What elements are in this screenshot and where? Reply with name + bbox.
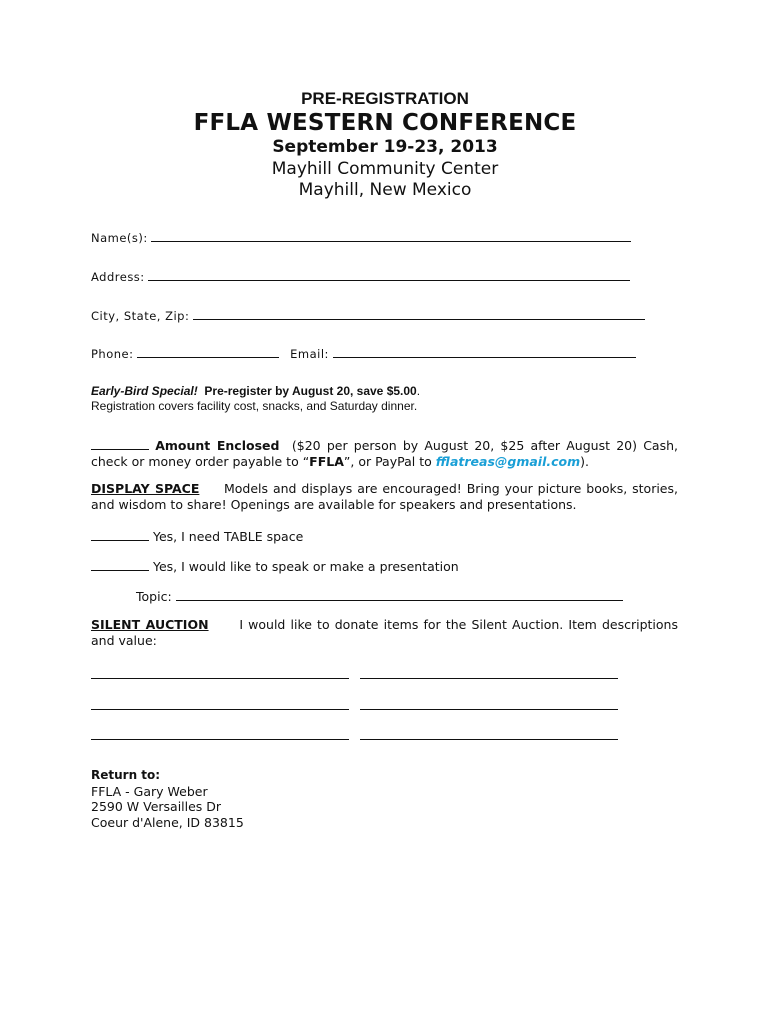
return-name: FFLA - Gary Weber <box>91 783 208 799</box>
email-blank[interactable] <box>333 345 636 358</box>
auction-item-3-value[interactable] <box>360 727 618 740</box>
conference-venue: Mayhill Community Center <box>271 159 499 179</box>
return-heading: Return to: <box>91 768 161 782</box>
amount-enclosed-section <box>91 436 678 470</box>
auction-item-1-description[interactable] <box>91 666 349 679</box>
email-label: Email: <box>290 347 329 361</box>
early-bird-period: . <box>416 384 421 398</box>
display-space-section <box>91 481 678 513</box>
speak-label: Yes, I would like to speak or make a presentation <box>152 559 459 574</box>
phone-email-row <box>91 345 636 361</box>
phone-blank[interactable] <box>137 345 279 358</box>
paypal-email-link[interactable]: fflatreas@gmail.com <box>435 454 581 469</box>
display-space-label: DISPLAY SPACE <box>91 481 200 496</box>
display-space-text: Models and displays are encouraged! Bring your picture books, stories, and wisdom to share! Openings are available for speakers and presentations. <box>91 481 678 512</box>
registration-covers: Registration covers facility cost, snacks, and Saturday dinner. <box>91 399 418 413</box>
payee-name: FFLA <box>309 454 344 469</box>
table-space-blank[interactable] <box>91 527 149 541</box>
conference-title: FFLA WESTERN CONFERENCE <box>193 110 577 136</box>
city-state-zip-blank[interactable] <box>193 307 645 320</box>
address-field[interactable] <box>91 268 630 284</box>
auction-item-3-description[interactable] <box>91 727 349 740</box>
form-type-heading: PRE-REGISTRATION <box>301 89 469 108</box>
names-field[interactable] <box>91 229 631 245</box>
silent-auction-label: SILENT AUCTION <box>91 617 209 632</box>
topic-blank[interactable] <box>176 587 623 601</box>
auction-item-2-value[interactable] <box>360 697 618 710</box>
table-space-label: Yes, I need TABLE space <box>152 529 304 544</box>
speak-blank[interactable] <box>91 557 149 571</box>
topic-field <box>136 587 636 605</box>
table-space-option <box>91 527 678 545</box>
amount-blank[interactable] <box>91 436 149 450</box>
silent-auction-section <box>91 617 678 649</box>
amount-text-3: ). <box>580 454 589 469</box>
city-state-zip-field[interactable] <box>91 307 645 323</box>
topic-label: Topic: <box>136 589 172 604</box>
early-bird-special: Early-Bird Special! <box>91 384 198 398</box>
amount-enclosed-label: Amount Enclosed <box>155 438 280 453</box>
city-state-zip-label: City, State, Zip: <box>91 309 190 323</box>
return-address <box>91 768 244 830</box>
speak-option <box>91 557 678 575</box>
auction-item-1-value[interactable] <box>360 666 618 679</box>
address-label: Address: <box>91 270 145 284</box>
silent-auction-text: I would like to donate items for the Silent Auction. Item descriptions and value: <box>91 617 678 648</box>
early-bird-note <box>91 384 691 414</box>
address-blank[interactable] <box>148 268 630 281</box>
return-city: Coeur d'Alene, ID 83815 <box>91 814 244 830</box>
names-label: Name(s): <box>91 231 148 245</box>
amount-text-1: ($20 per person by August 20, $25 after August 20) Cash, check or money order payable to “ <box>91 438 678 469</box>
auction-item-2-description[interactable] <box>91 697 349 710</box>
phone-label: Phone: <box>91 347 134 361</box>
amount-text-2: ”, or PayPal to <box>343 454 436 469</box>
conference-city: Mayhill, New Mexico <box>298 180 472 200</box>
names-blank[interactable] <box>151 229 631 242</box>
conference-dates: September 19-23, 2013 <box>272 137 498 157</box>
return-street: 2590 W Versailles Dr <box>91 799 222 814</box>
early-bird-offer: Pre-register by August 20, save $5.00 <box>204 384 417 398</box>
